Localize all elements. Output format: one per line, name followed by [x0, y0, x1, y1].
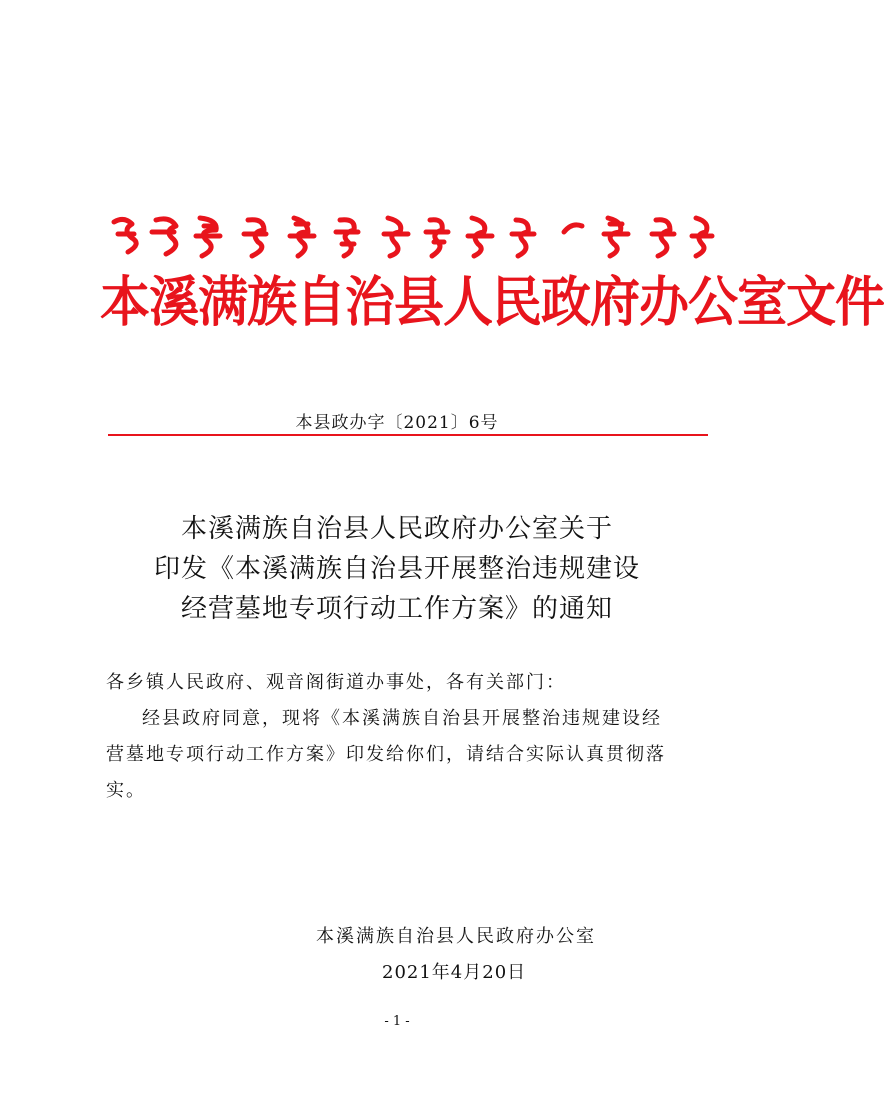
issuing-office-signature: 本溪满族自治县人民政府办公室 [316, 926, 596, 947]
page-number: - 1 - [384, 1014, 410, 1029]
body-paragraph-line-1: 经县政府同意，现将《本溪满族自治县开展整治违规建设经 [142, 708, 662, 729]
issue-date: 2021年4月20日 [382, 962, 527, 983]
red-divider-line [108, 434, 708, 436]
manchu-script-emblem [108, 212, 720, 258]
document-title-line-3: 经营墓地专项行动工作方案》的通知 [180, 594, 613, 624]
document-title-line-1: 本溪满族自治县人民政府办公室关于 [180, 514, 613, 544]
salutation: 各乡镇人民政府、观音阁街道办事处，各有关部门： [106, 672, 566, 693]
document-title-line-2: 印发《本溪满族自治县开展整治违规建设 [153, 554, 640, 584]
issuing-office-header: 本溪满族自治县人民政府办公室文件 [100, 270, 884, 334]
body-paragraph-line-3: 实。 [106, 780, 146, 801]
document-number: 本县政办字〔2021〕6号 [295, 413, 499, 433]
body-paragraph-line-2: 营墓地专项行动工作方案》印发给你们，请结合实际认真贯彻落 [106, 744, 666, 765]
